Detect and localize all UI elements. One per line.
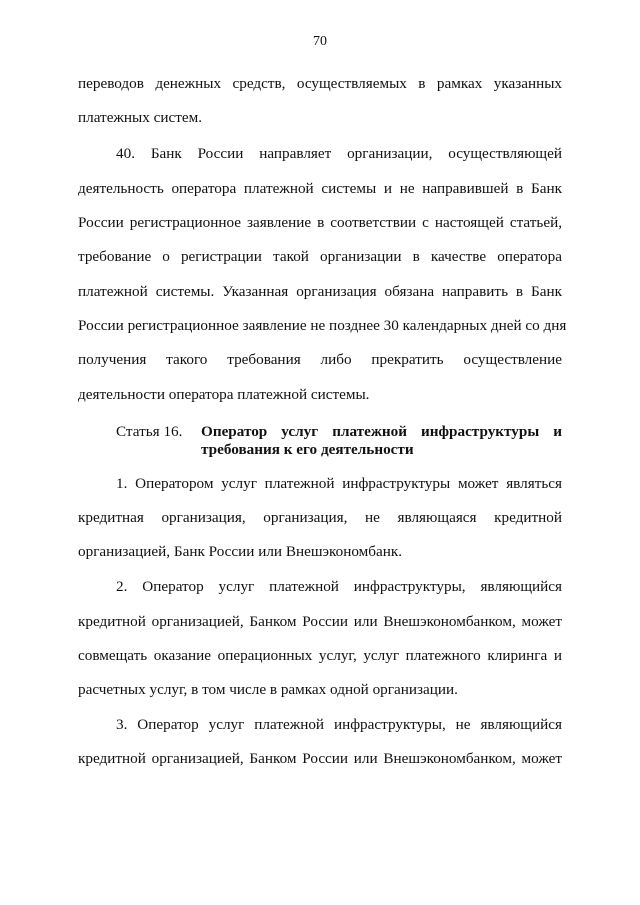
article-title: требования к его деятельности	[201, 441, 414, 458]
text-line: деятельности оператора платежной системы.	[78, 386, 370, 403]
article-label: Статья 16.	[116, 423, 183, 440]
text-line: платежной системы. Указанная организация обязана направить в Банк	[78, 283, 562, 300]
text-line: кредитной организацией, Банком России или Внешэкономбанком, может	[78, 613, 562, 630]
article-title: Оператор услуг платежной инфраструктуры и	[201, 423, 562, 440]
text-line: 3. Оператор услуг платежной инфраструктуры, не являющийся	[116, 716, 562, 733]
text-line: России регистрационное заявление в соответствии с настоящей статьей,	[78, 214, 562, 231]
text-line: 2. Оператор услуг платежной инфраструктуры, являющийся	[116, 578, 562, 595]
text-line: 1. Оператором услуг платежной инфраструктуры может являться	[116, 475, 562, 492]
text-line: получения такого требования либо прекратить осуществление	[78, 351, 562, 368]
text-line: деятельность оператора платежной системы и не направившей в Банк	[78, 180, 562, 197]
text-line: переводов денежных средств, осуществляемых в рамках указанных	[78, 75, 562, 92]
text-line: 40. Банк России направляет организации, осуществляющей	[116, 145, 562, 162]
text-line: кредитной организацией, Банком России или Внешэкономбанком, может	[78, 750, 562, 767]
page-number: 70	[313, 34, 327, 49]
text-line: платежных систем.	[78, 109, 203, 126]
text-line: совмещать оказание операционных услуг, услуг платежного клиринга и	[78, 647, 562, 664]
text-line: требование о регистрации такой организации в качестве оператора	[78, 248, 562, 265]
text-line: кредитная организация, организация, не являющаяся кредитной	[78, 509, 562, 526]
text-line: России регистрационное заявление не позднее 30 календарных дней со дня	[78, 317, 567, 334]
text-line: организацией, Банк России или Внешэкономбанк.	[78, 543, 403, 560]
text-line: расчетных услуг, в том числе в рамках одной организации.	[78, 681, 458, 698]
